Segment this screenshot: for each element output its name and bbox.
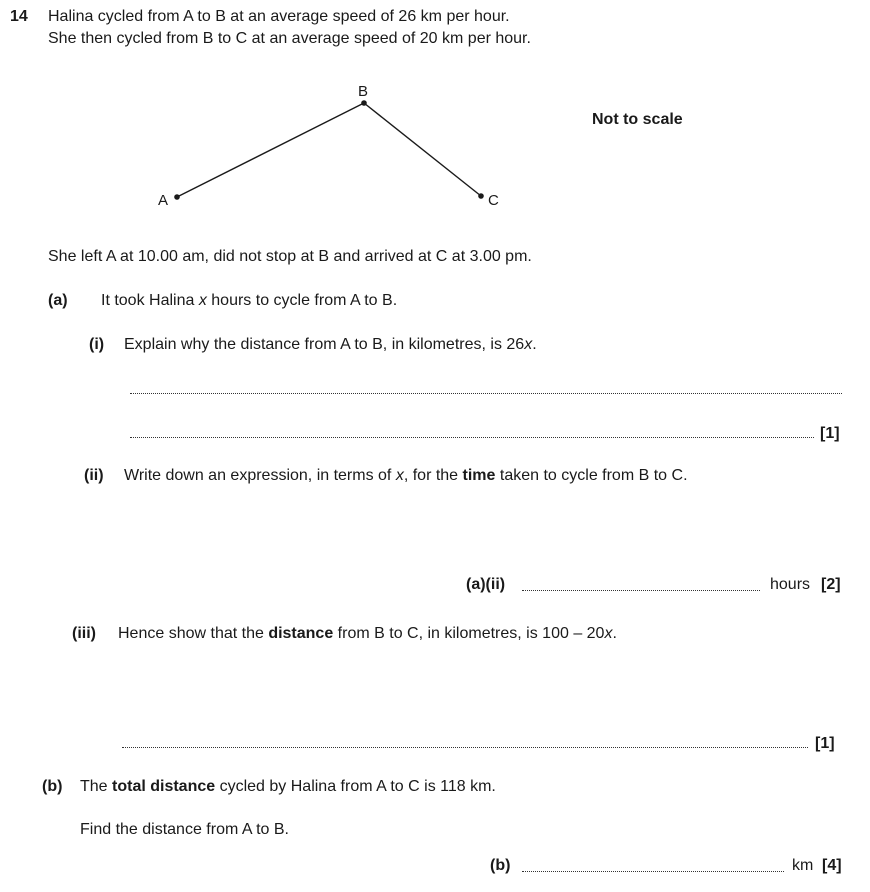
part-a-ii-label: (ii): [84, 467, 104, 484]
answer-line-b[interactable]: [522, 859, 784, 872]
part-a-ii-text: Write down an expression, in terms of: [124, 467, 396, 484]
intro-line-1: Halina cycled from A to B at an average speed of 26 km per hour.: [48, 8, 510, 25]
context-text: She left A at 10.00 am, did not stop at B and arrived at C at 3.00 pm.: [48, 248, 532, 265]
part-a-iii-text-3: .: [612, 625, 617, 642]
answer-line-a-i-1[interactable]: [130, 381, 842, 394]
part-a-i-question: [124, 336, 537, 354]
answer-line-a-ii[interactable]: [522, 578, 760, 591]
part-a-stem-var: x: [198, 292, 207, 309]
unit-b: km: [792, 857, 814, 874]
part-a-ii-text-2: , for the: [403, 467, 463, 484]
point-b: [361, 100, 367, 106]
part-b-text-2: cycled by Halina from A to C is 118 km.: [215, 778, 496, 795]
label-a: A: [158, 192, 169, 209]
part-a-stem-text-end: hours to cycle from A to B.: [206, 292, 398, 309]
segment-bc: [364, 103, 481, 196]
part-b-question: [80, 778, 496, 796]
label-b: B: [358, 83, 369, 100]
segment-ab: [177, 103, 364, 197]
part-a-ii-var: x: [395, 467, 404, 484]
not-to-scale-note: Not to scale: [592, 111, 683, 128]
part-a-stem: [101, 292, 397, 310]
route-diagram: [0, 0, 870, 230]
part-a-iii-text: Hence show that the: [118, 625, 269, 642]
answer-line-a-iii[interactable]: [122, 735, 808, 748]
part-a-iii-var: x: [604, 625, 613, 642]
point-a: [174, 194, 180, 200]
answer-line-a-i-2[interactable]: [130, 425, 814, 438]
marks-a-ii: [2]: [821, 576, 841, 593]
part-a-label: (a): [48, 292, 68, 309]
part-b-text: The: [80, 778, 113, 795]
part-b-instruction: Find the distance from A to B.: [80, 821, 289, 838]
question-number: 14: [10, 8, 28, 25]
part-a-iii-bold: distance: [268, 625, 334, 642]
intro-line-2: She then cycled from B to C at an average speed of 20 km per hour.: [48, 30, 531, 47]
marks-b: [4]: [822, 857, 842, 874]
answer-label-b: (b): [490, 857, 511, 874]
part-a-i-text: Explain why the distance from A to B, in kilometres, is 26: [124, 336, 525, 353]
part-a-i-label: (i): [89, 336, 105, 353]
part-a-i-var: x: [524, 336, 533, 353]
part-a-ii-text-3: taken to cycle from B to C.: [495, 467, 688, 484]
part-a-iii-text-2: from B to C, in kilometres, is 100 – 20: [333, 625, 605, 642]
part-a-iii-question: [118, 625, 617, 643]
part-a-iii-label: (iii): [72, 625, 96, 642]
part-a-ii-question: [124, 467, 688, 485]
part-a-i-text-end: .: [532, 336, 537, 353]
part-b-label: (b): [42, 778, 63, 795]
marks-a-iii: [1]: [815, 735, 835, 752]
label-c: C: [488, 192, 499, 209]
marks-a-i: [1]: [820, 425, 840, 442]
part-a-stem-text: It took Halina: [101, 292, 199, 309]
unit-a-ii: hours: [770, 576, 811, 593]
part-b-bold: total distance: [112, 778, 216, 795]
answer-label-a-ii: (a)(ii): [466, 576, 506, 593]
part-a-ii-bold: time: [462, 467, 496, 484]
point-c: [478, 193, 484, 199]
